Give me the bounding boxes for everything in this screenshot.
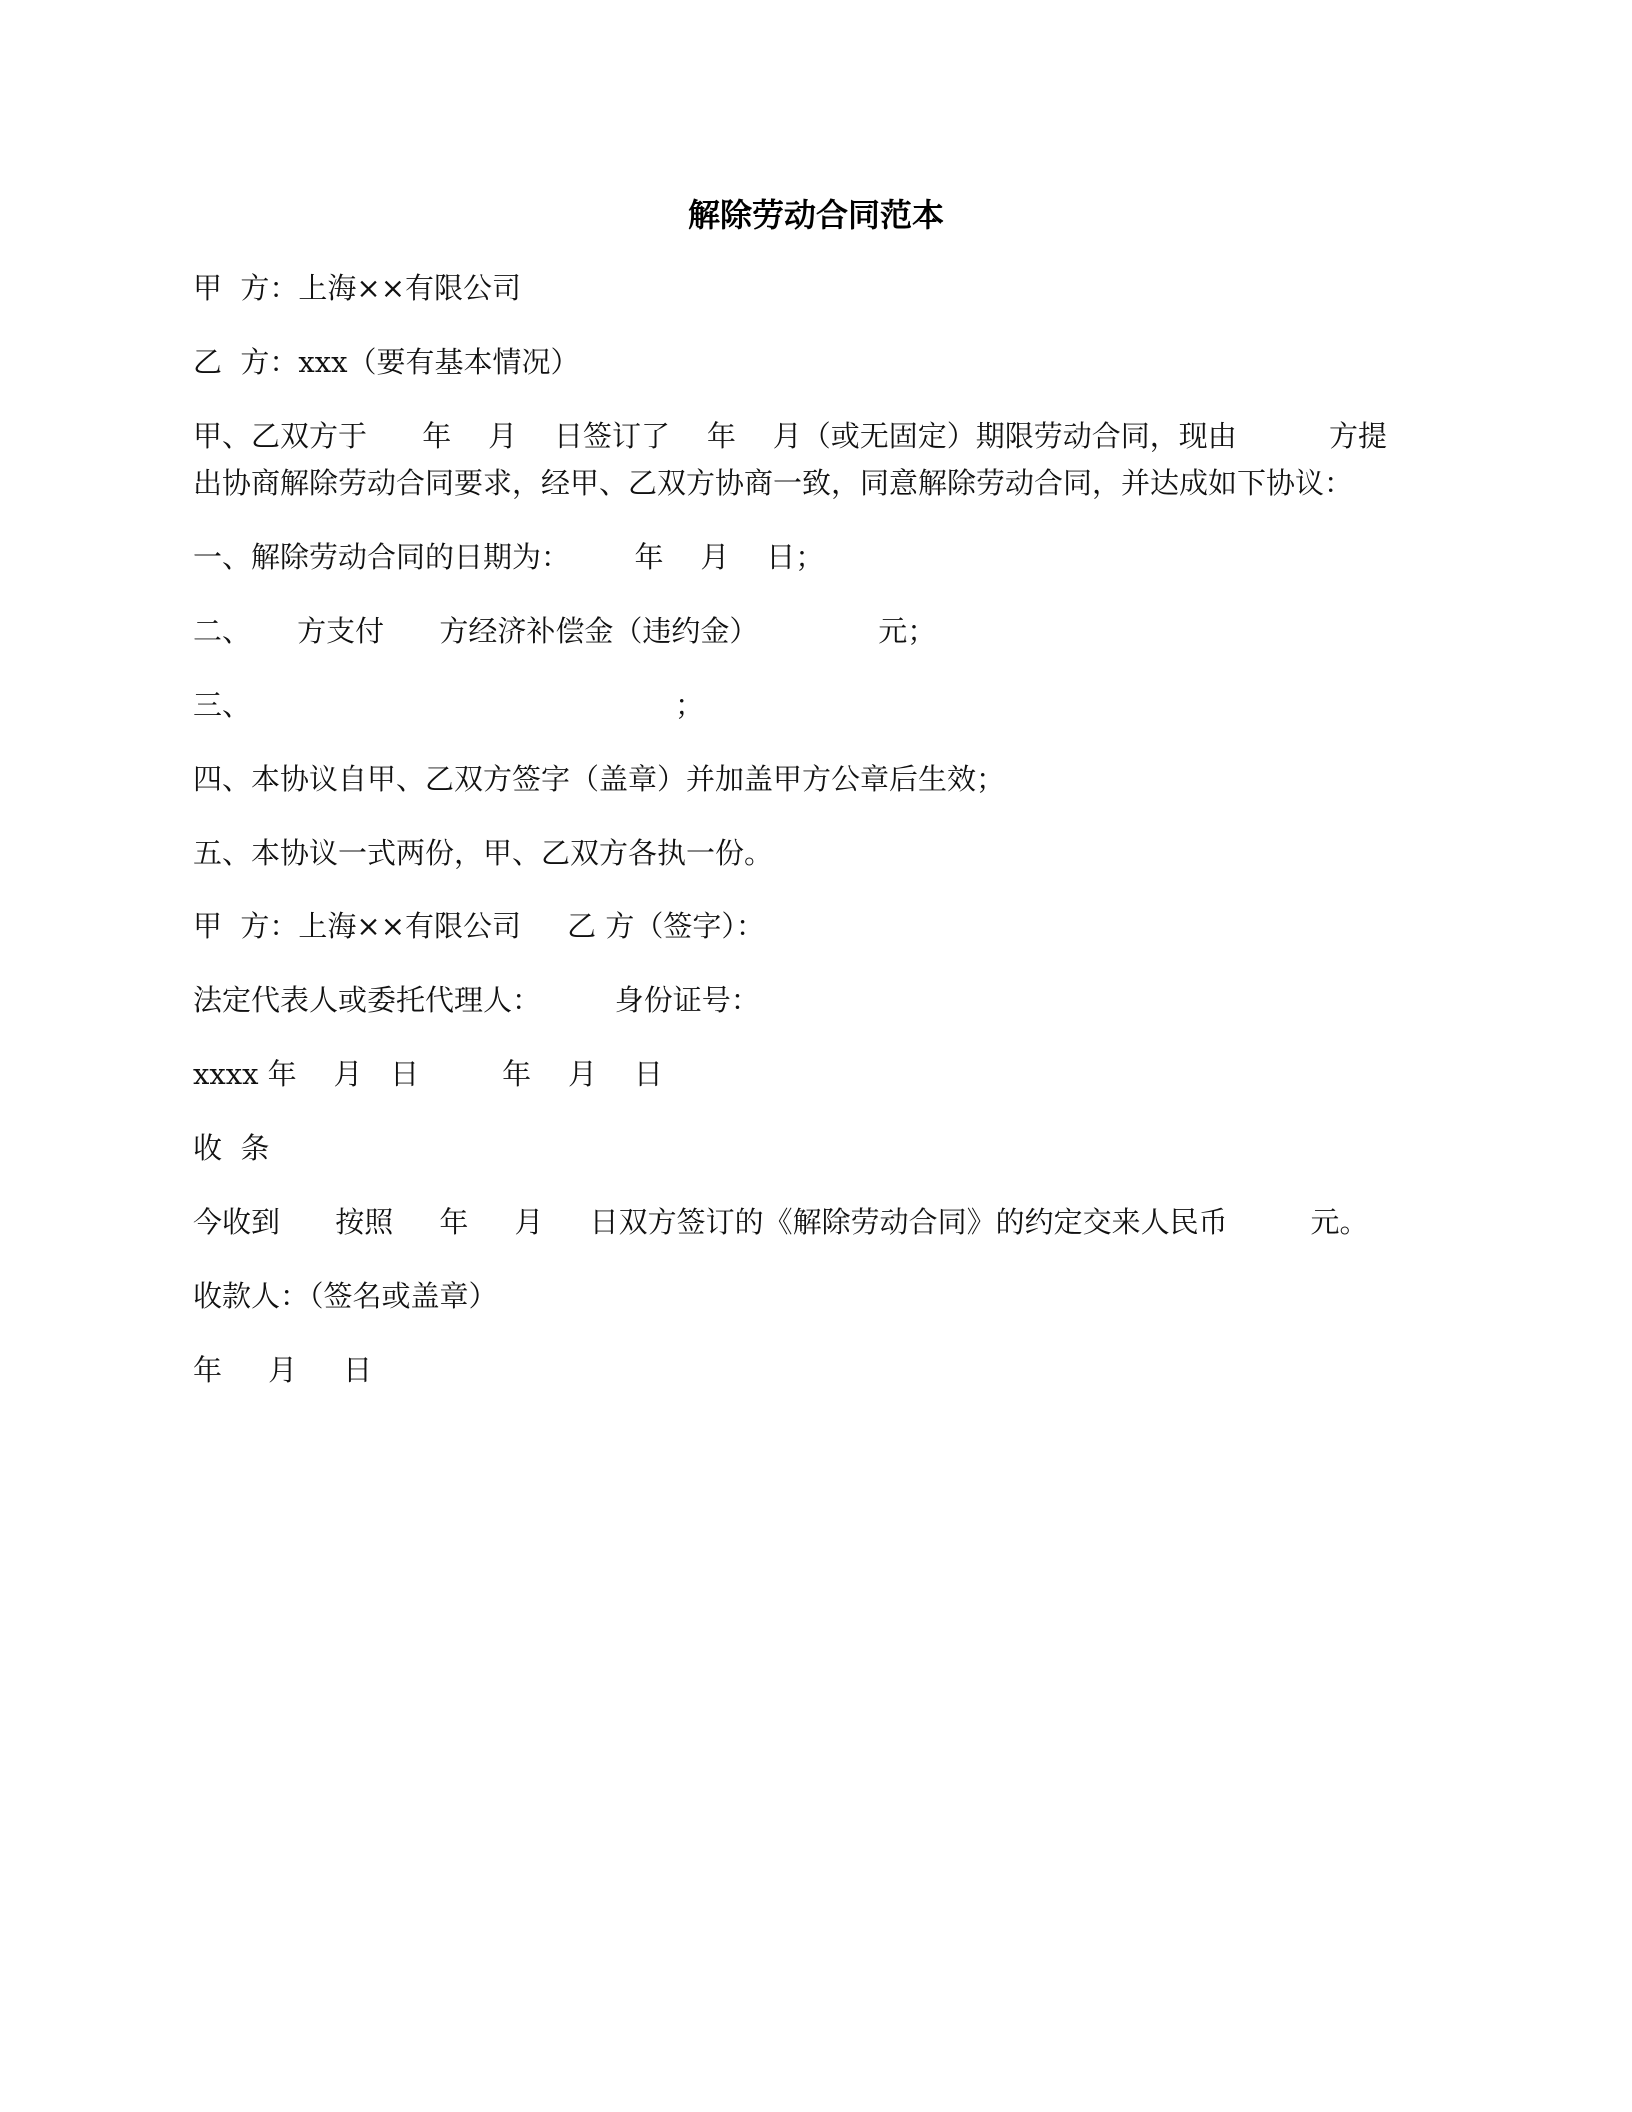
preamble-line-1: 甲、乙双方于 年 月 日签订了 年 月（或无固定）期限劳动合同，现由 方提 <box>193 419 1387 453</box>
receipt-body: 今收到 按照 年 月 日双方签订的《解除劳动合同》的约定交来人民币 元。 <box>193 1205 1369 1239</box>
signature-date-line: xxxx 年 月 日 年 月 日 <box>193 1057 663 1091</box>
party-a-line: 甲 方：上海××有限公司 <box>193 271 522 305</box>
signature-parties-line: 甲 方：上海××有限公司 乙 方（签字）： <box>193 909 765 943</box>
preamble-line-2: 出协商解除劳动合同要求，经甲、乙双方协商一致，同意解除劳动合同，并达成如下协议： <box>193 466 1354 500</box>
clause-1: 一、解除劳动合同的日期为： 年 月 日； <box>193 540 825 574</box>
document-title: 解除劳动合同范本 <box>687 196 944 234</box>
receipt-date-line: 年 月 日 <box>193 1353 373 1387</box>
clause-3: 三、 ； <box>193 688 705 722</box>
receipt-heading: 收 条 <box>193 1131 270 1165</box>
payee-line: 收款人：（签名或盖章） <box>193 1279 498 1313</box>
representative-line: 法定代表人或委托代理人： 身份证号： <box>193 983 760 1017</box>
clause-2: 二、 方支付 方经济补偿金（违约金） 元； <box>193 614 937 648</box>
clause-4: 四、本协议自甲、乙双方签字（盖章）并加盖甲方公章后生效； <box>193 762 1006 796</box>
clause-5: 五、本协议一式两份，甲、乙双方各执一份。 <box>193 836 774 870</box>
party-b-line: 乙 方：xxx（要有基本情况） <box>193 345 580 379</box>
